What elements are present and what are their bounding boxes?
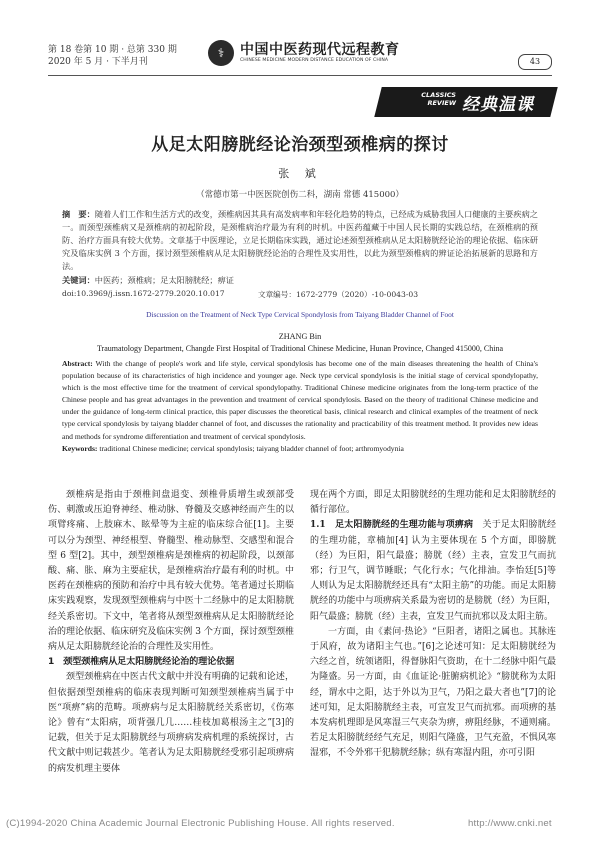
volume-line: 第 18 卷第 10 期 · 总第 330 期 <box>48 45 177 55</box>
page-number: 43 <box>518 54 552 70</box>
body-text: 关于足太阳膀胱经的生理功能，章楠加[4] 认为主要体现在 5 个方面，即膀胱（经）为巨阳，阳气最盛；膀胱（经）主表，宣发卫气而抗邪；行卫气，调节睡眠；气化行水；气化排油。李怡廷[5]等人则认为足太阳膀胱经还具有“太阳主筋”的功能。而足太阳膀胱经的功能中与项痹病关系最为密切的是膀胱（经）为巨阳，阳气最盛；膀胱（经）主表，宣发卫气而抗邪以及太阳主筋。 <box>310 520 556 622</box>
section-banner-cn: 经典温课 <box>462 95 534 115</box>
article-title-en: Discussion on the Treatment of Neck Type Cervical Spondylosis from Taiyang Bladder Channel of Foot <box>146 310 454 319</box>
keywords-cn-text: 中医药；颈椎病；足太阳膀胱经；痹证 <box>94 275 234 285</box>
journal-name-en: CHINESE MEDICINE MODERN DISTANCE EDUCATION OF CHINA <box>240 58 389 63</box>
journal-logo <box>208 38 418 70</box>
body-paragraph <box>310 518 556 624</box>
abstract-en-label: Abstract: <box>62 359 93 368</box>
article-author: 张 斌 <box>278 167 322 180</box>
banner-en-line1: CLASSICS <box>421 91 456 99</box>
subsection-heading: 1.1 足太阳膀胱经的生理功能与项痹病 <box>310 520 474 531</box>
journal-emblem-icon: ⚕ <box>208 40 234 66</box>
article-affiliation: （常德市第一中医医院创伤二科，湖南 常德 415000） <box>196 190 404 200</box>
journal-name-cn: 中国中医药现代远程教育 <box>240 42 400 58</box>
keywords-en-text: traditional Chinese medicine; cervical spondylosis; taiyang bladder channel of foot; arthromyodynia <box>99 443 404 453</box>
date-line: 2020 年 5 月 · 下半月刊 <box>48 57 148 67</box>
article-author-en: ZHANG Bin <box>278 332 322 341</box>
abstract-cn-label: 摘 要： <box>62 209 95 219</box>
section-heading: 1 颈型颈椎病从足太阳膀胱经论治的理论依据 <box>48 657 235 668</box>
keywords-en-label: Keywords: <box>62 443 98 453</box>
article-number: 文章编号：1672-2779（2020）-10-0043-03 <box>258 290 419 299</box>
keywords-cn <box>62 274 538 287</box>
banner-en-line2: REVIEW <box>427 99 456 107</box>
body-paragraph: 一方面，由《素问·热论》“巨阳者，诸阳之属也。其脉连于风府，故为诸阳主气也。”[6]之论述可知：足太阳膀胱经为六经之首，统领诸阳，得督脉阳气资助，在十二经脉中阳气最为隆盛。另一方面，由《血证论·脏腑病机论》“膀胱称为太阳经，谓水中之阳，达于外以为卫气，乃阳之最大者也”[7]的论述可知，足太阳膀胱经主表，可宣发卫气而抗邪。而项痹的基本发病机理即是风寒湿三气夹杂为痹，痹阻经脉，不通则痛。若足太阳膀胱经经气充足，则阳气隆盛，卫气充盈，不惧风寒湿邪，不令外邪干犯膀胱经脉；纵有寒湿内阻，亦可引阳 <box>310 626 556 759</box>
abstract-cn <box>62 208 538 273</box>
article-affiliation-en: Traumatology Department, Changde First Hospital of Traditional Chinese Medicine, Hunan Province, Changed 415000, China <box>96 344 504 353</box>
article-title: 从足太阳膀胱经论治颈型颈椎病的探讨 <box>151 135 449 155</box>
body-paragraph: 颈型颈椎病在中医古代文献中并没有明确的记载和论述，但依据颈型颈椎病的临床表现判断可知颈型颈椎病当属于中医“项痹”病的范畴。项痹病与足太阳膀胱经关系密切，《伤寒论》曾有“太阳病，项背强几几……桂枝加葛根汤主之”[3]的记载，但关于足太阳膀胱经与项痹病发病机理的系统探讨，古代文献中则记载甚少。笔者认为足太阳膀胱经受邪引起项痹病的病发机理主要体 <box>48 672 294 774</box>
body-column-left <box>48 488 294 777</box>
body-column-right <box>310 488 556 762</box>
section-banner-en <box>396 91 456 107</box>
abstract-en-text: With the change of people's work and life style, cervical spondylosis has become one of the main diseases threatening the health of China's population because of its characteristics of high incidence and younger age. Neck type cervical spondylosis is the initial stage of cervical spondylopathy, which is the most effective time for the treatment of cervical spondylopathy. Traditional Chinese medicine originates from the long-term practice of the Chinese people and has great advantages in the prevention and treatment of cervical spondylosis. Based on the theory of traditional Chinese medicine and under the guidance of long-term clinical practice, this paper discusses the theoretical basis, clinical research and clinical examples of the treatment of neck type cervical spondylosis by taiyang bladder channel of foot, and discusses the rationality and practicability of this treatment method. It provides new ideas and methods for syndrome differentiation and treatment of cervical spondylosis. <box>62 359 538 441</box>
issue-info <box>48 44 177 68</box>
abstract-cn-text: 随着人们工作和生活方式的改变，颈椎病因其具有高发病率和年轻化趋势的特点，已经成为威胁我国人口健康的主要疾病之一。而颈型颈椎病又是颈椎病的初起阶段，是颈椎病治疗最为有利的时机。中医药蕴藏于中国人民长期的实践总结，在颈椎病的预防、治疗方面具有较大优势。文章基于中医理论，立足长期临床实践，通过论述颈型颈椎病从足太阳膀胱经论治的理论依据、临床研究及临床实例 3 个方面，探讨颈型颈椎病从足太阳膀胱经论治的合理性及实用性，以此为颈型颈椎病的辨证论治拓展新的思路和方法。 <box>62 209 538 271</box>
abstract-en <box>62 358 538 455</box>
copyright-text: (C)1994-2020 China Academic Journal Electronic Publishing House. All rights reserved. <box>6 818 395 829</box>
body-paragraph: 现在两个方面，即足太阳膀胱经的生理功能和足太阳膀胱经的循行部位。 <box>310 490 556 516</box>
footer-url: http://www.cnki.net <box>468 818 552 829</box>
body-paragraph: 颈椎病是指由于颈椎间盘退变、颈椎骨质增生或颈部受伤、刺激或压迫脊神经、椎动脉、脊髓及交感神经而产生的以项臂疼痛、上肢麻木、眩晕等为主症的临床综合征[1]。主要可以分为颈型、神经根型、脊髓型、椎动脉型、交感型和混合型 6 型[2]。其中，颈型颈椎病是颈椎病的初起阶段，以颈部酸、痛、胀、麻为主要症状，是颈椎病治疗最有利的时机。中医药在颈椎病的预防和治疗中具有较大优势。笔者通过长期临床实践观察，发现颈型颈椎病与中医十二经脉中的足太阳膀胱经关系密切。下文中，笔者将从颈型颈椎病从足太阳膀胱经论治的理论依据、临床研究及临床实例 3 个方面，探讨颈型颈椎病从足太阳膀胱经论治的合理性及实用性。 <box>48 490 294 653</box>
doi: doi:10.3969/j.issn.1672-2779.2020.10.017 <box>62 289 225 298</box>
copyright-footer <box>6 818 596 829</box>
header-divider <box>48 75 552 76</box>
keywords-cn-label: 关键词： <box>62 275 95 285</box>
